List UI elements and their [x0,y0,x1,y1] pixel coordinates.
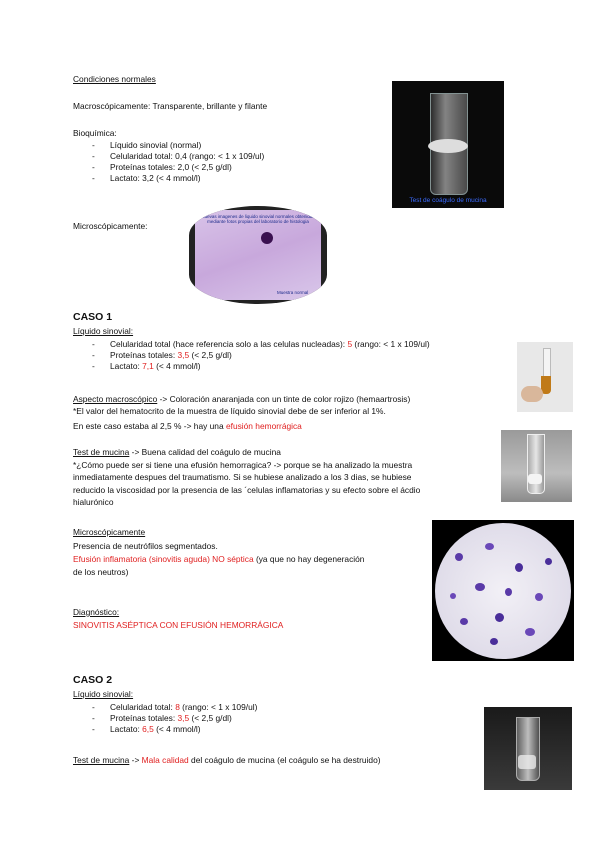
caso1-mucin-q3: reducido la viscosidad por la presencia de las ´celulas inflamatorias y su efecto sobre el ácdio [73,485,421,495]
slide-text-2: mediante fotos propias del laboratorio de histologia [207,219,309,224]
list-item: - Lactato: 6,5 (< 4 mmol/l) [92,724,257,735]
normal-slide-image [189,206,327,304]
list-item: - Proteínas totales: 2,0 (< 2,5 g/dl) [92,162,264,173]
caso1-liquid-list [92,339,430,372]
caso1-aspect-note: *El valor del hematocrito de la muestra de líquido sinovial debe de ser inferior al 1%. [73,406,386,416]
list-item: - Celularidad total (hace referencia solo a las celulas nucleadas): 5 (rango: < 1 x 109/ul) [92,339,430,350]
slide-text-1: Nuevas imagenes de liquido sinovial normales obtenidas [201,214,315,219]
slide-caption: Muestra normal [277,290,309,295]
tube-caption: Test de coágulo de mucina [409,197,487,204]
caso1-micro-2: de los neutros) [73,567,129,577]
caso2-title: CASO 2 [73,674,113,686]
list-item: - Líquido sinovial (normal) [92,140,264,151]
caso1-micro-1: Presencia de neutrófilos segmentados. [73,541,218,551]
caso1-micro-title: Microscópicamente [73,527,146,537]
list-item: - Celularidad total: 0,4 (rango: < 1 x 109/ul) [92,151,264,162]
caso1-mucin: Test de mucina -> Buena calidad del coágulo de mucina [73,447,281,457]
caso1-mucin-q1: *¿Cómo puede ser si tiene una efusión hemorragica? -> porque se ha analizado la muestra [73,460,413,470]
list-item: - Proteínas totales: 3,5 (< 2,5 g/dl) [92,350,430,361]
caso2-liquid-list [92,702,257,735]
normal-macro: Macroscópicamente: Transparente, brillante y filante [73,101,268,111]
caso1-mucin-q2: inmediatamente despues del traumatismo. Si se hubiese analizado a los 3 dias, se hubiese [73,472,412,482]
caso2-mucin: Test de mucina -> Mala calidad del coágulo de mucina (el coágulo se ha destruido) [73,755,381,765]
list-item: - Proteínas totales: 3,5 (< 2,5 g/dl) [92,713,257,724]
caso1-mucin-tube-image [501,430,572,502]
mucin-tube-image [392,81,504,208]
caso2-liquid-title: Líquido sinovial: [73,689,134,699]
caso1-micro-red-line: Efusión inflamatoria (sinovitis aguda) NO séptica (ya que no hay degeneración [73,554,365,564]
caso2-mucin-tube-image [484,707,572,790]
normal-title: Condiciones normales [73,74,156,84]
list-item: - Lactato: 3,2 (< 4 mmol/l) [92,173,264,184]
normal-micro: Microscópicamente: [73,221,148,231]
caso1-aspect: Aspecto macroscópico -> Coloración anaranjada con un tinte de color rojizo (hemaartrosis) [73,394,411,404]
caso1-aspect-case: En este caso estaba al 2,5 % -> hay una efusión hemorrágica [73,421,302,431]
normal-bio-list [92,140,264,184]
caso1-diag-text: SINOVITIS ASÉPTICA CON EFUSIÓN HEMORRÁGICA [73,620,284,630]
list-item: - Celularidad total: 8 (rango: < 1 x 109/ul) [92,702,257,713]
caso1-title: CASO 1 [73,311,113,323]
hemorrhagic-sample-image [517,342,573,412]
caso1-microscopy-image [432,520,574,661]
normal-bio-title: Bioquímica: [73,128,117,138]
caso1-diag-title: Diagnóstico: [73,607,120,617]
caso1-liquid-title: Líquido sinovial: [73,326,134,336]
list-item: - Lactato: 7,1 (< 4 mmol/l) [92,361,430,372]
caso1-mucin-q4: hialurónico [73,497,114,507]
cell-icon [261,232,273,244]
